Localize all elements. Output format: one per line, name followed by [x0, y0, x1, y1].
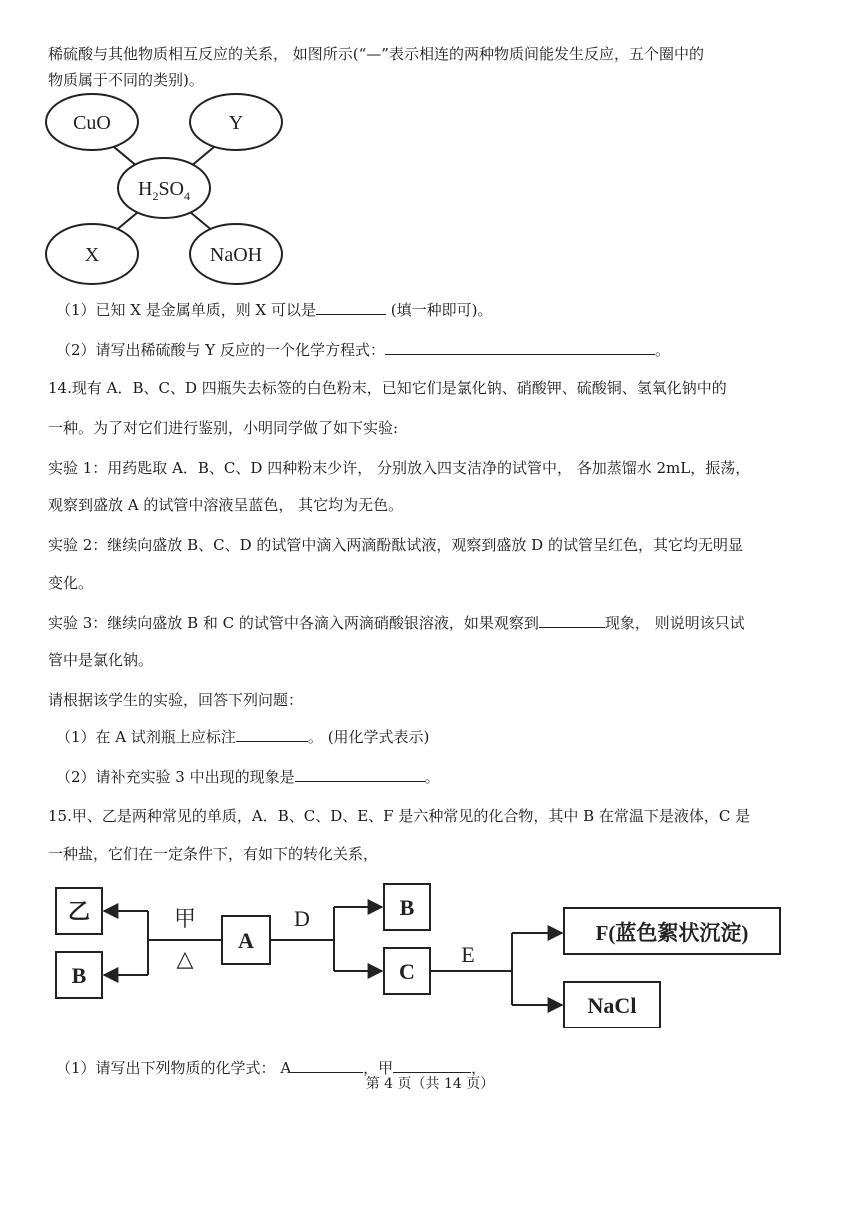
q15-line-1: 15.甲、乙是两种常见的单质，A．B、C、D、E、F 是六种常见的化合物，其中 B 在常温下是液体，C 是: [48, 807, 751, 825]
q14-exp1-a: 实验 1：用药匙取 A．B、C、D 四种粉末少许， 分别放入四支洁净的试管中， 各加蒸馏水 2mL，振荡，: [48, 459, 751, 477]
answer-blank[interactable]: [385, 340, 655, 355]
x-label: X: [84, 244, 100, 266]
answer-blank[interactable]: [393, 1058, 471, 1073]
h2so4-label: $H_2SO_4$: [137, 178, 191, 203]
q14-exp2-a: 实验 2：继续向盛放 B、C、D 的试管中滴入两滴酚酞试液，观察到盛放 D 的试管呈红色，其它均无明显: [48, 536, 743, 554]
q15-part1: （1）请写出下列物质的化学式： A ，甲 ，: [56, 1059, 487, 1077]
yi-label: 乙: [67, 899, 91, 924]
c-label: C: [399, 959, 415, 984]
q14-ask: 请根据该学生的实验，回答下列问题：: [48, 691, 304, 709]
naoh-label: NaOH: [209, 244, 263, 266]
a-label: A: [238, 928, 254, 953]
q14-line-1: 14.现有 A．B、C、D 四瓶失去标签的白色粉末，已知它们是氯化钠、硝酸钾、硫酸铜、氢氧化钠中的: [48, 379, 727, 397]
f-label: F(蓝色絮状沉淀): [595, 921, 749, 945]
b-right-label: B: [399, 895, 415, 920]
page-number: 第 4 页（共 14 页）: [365, 1076, 495, 1092]
q14-part1: （1）在 A 试剂瓶上应标注 。 (用化学式表示): [56, 728, 430, 746]
q14-part2: （2）请补充实验 3 中出现的现象是 。: [56, 768, 440, 786]
nacl-label: NaCl: [587, 993, 637, 1018]
conversion-flow-diagram: [44, 878, 784, 1028]
answer-blank[interactable]: [236, 727, 308, 742]
answer-blank[interactable]: [539, 613, 605, 628]
heat-symbol: △: [176, 946, 194, 971]
q14-line-2: 一种。为了对它们进行鉴别，小明同学做了如下实验:: [48, 419, 399, 437]
q14-exp2-b: 变化。: [48, 574, 94, 592]
h2so4-relation-diagram: [44, 92, 284, 290]
answer-blank[interactable]: [295, 767, 425, 782]
d-label: D: [294, 906, 310, 931]
q15-line-2: 一种盐，它们在一定条件下，有如下的转化关系，: [48, 845, 379, 863]
q13-part2: （2）请写出稀硫酸与 Y 反应的一个化学方程式： 。: [56, 341, 670, 359]
answer-blank[interactable]: [291, 1058, 363, 1073]
y-label: Y: [228, 112, 244, 134]
intro-line-1: 稀硫酸与其他物质相互反应的关系， 如图所示(“—”表示相连的两种物质间能发生反应，五个圈中的: [48, 45, 704, 63]
q14-exp3-a: 实验 3：继续向盛放 B 和 C 的试管中各滴入两滴硝酸银溶液，如果观察到 现象， 则说明该只试: [48, 614, 745, 632]
e-label: E: [461, 942, 475, 967]
intro-line-2: 物质属于不同的类别)。: [48, 71, 204, 89]
b-left-label: B: [71, 963, 87, 988]
jia-label: 甲: [173, 906, 197, 931]
q14-exp1-b: 观察到盛放 A 的试管中溶液呈蓝色， 其它均为无色。: [48, 496, 404, 514]
q13-part1: （1）已知 X 是金属单质，则 X 可以是 (填一种即可)。: [56, 301, 493, 319]
q14-exp3-b: 管中是氯化钠。: [48, 651, 154, 669]
answer-blank[interactable]: [316, 300, 386, 315]
cuo-label: CuO: [73, 112, 111, 134]
